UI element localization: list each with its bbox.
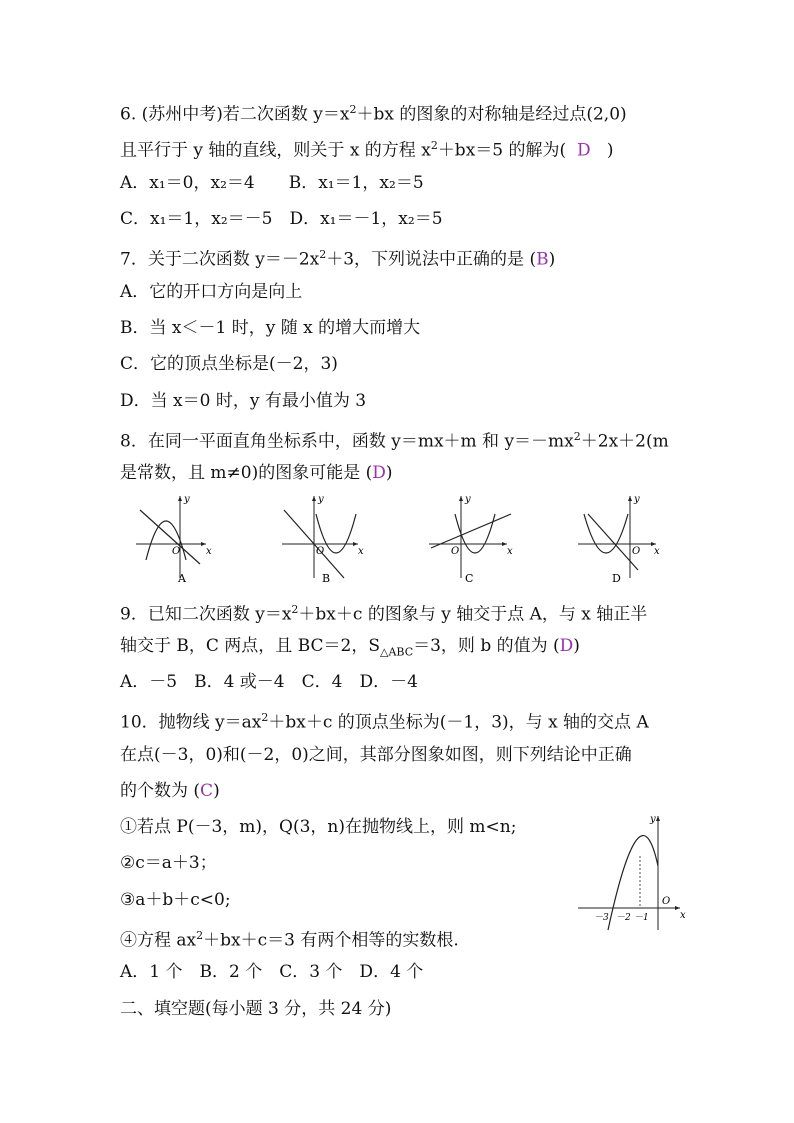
q9-stem-line1: 9．已知二次函数 $y=x^2+bx+c$ 的图象与 y 轴交于点 A，与 x 轴正半 — [120, 603, 648, 625]
q9-stem-line2: 轴交于 B，C 两点，且 BC＝2，$S_{\triangle ABC}=3$，则 b 的值为 (D) — [120, 636, 580, 659]
q7-option-a: A．它的开口方向是向上 — [120, 282, 303, 302]
q10-statement-1: ①若点 P(－3，m)，Q(3，n)在抛物线上，则 m<n; — [120, 817, 517, 837]
origin-label: O — [172, 546, 181, 557]
q7-option-c: C．它的顶点坐标是(－2，3) — [120, 354, 338, 374]
origin-label: O — [662, 896, 671, 907]
q8-answer: D — [372, 463, 386, 483]
q10-stem-line1: 10．抛物线 $y=ax^2+bx+c$ 的顶点坐标为(－1，3)，与 x 轴的交点 A — [120, 711, 649, 733]
origin-label: O — [632, 546, 641, 557]
axis-x-label: x — [507, 546, 513, 557]
q7-stem: 7．关于二次函数 $y=-2x^2+3$，下列说法中正确的是 (B) — [120, 248, 556, 270]
q6-stem-line2: 且平行于 y 轴的直线，则关于 x 的方程 $x^2+bx=5$ 的解为( D ) — [120, 139, 614, 161]
axis-y-label: y — [465, 494, 471, 505]
q8-stem-line1: 8．在同一平面直角坐标系中，函数 y＝mx＋m 和 $y=-mx^2+2x+2(m$ — [120, 430, 669, 452]
q6-options-cd: C．x₁＝1，x₂＝－5 D．x₁＝－1，x₂＝5 — [120, 209, 443, 229]
q9-options: A．－5 B．4 或－4 C．4 D．－4 — [120, 672, 418, 692]
axis-y-label: y — [634, 494, 640, 505]
q8-graph-b — [278, 492, 373, 587]
origin-label: O — [316, 546, 325, 557]
graph-caption-c: C — [465, 572, 474, 585]
section-fill-in-heading: 二、填空题(每小题 3 分，共 24 分) — [120, 999, 392, 1019]
q6-answer: D — [576, 140, 591, 161]
q8-stem-line2: 是常数，且 m≠0)的图象可能是 (D) — [120, 463, 393, 483]
axis-y-label: y — [184, 494, 190, 505]
tick-label-neg3: －3 — [594, 913, 609, 923]
axis-y-label: y — [650, 814, 656, 825]
q6-stem-line1: 6. (苏州中考)若二次函数 $y=x^2+bx$ 的图象的对称轴是经过点(2,0) — [120, 103, 627, 125]
origin-label: O — [451, 546, 460, 557]
tick-label-neg2: －2 — [616, 913, 631, 923]
q6-options-ab: A．x₁＝0，x₂＝4 B．x₁＝1，x₂＝5 — [120, 173, 424, 193]
q7-answer: B — [536, 249, 549, 270]
q7-option-d: D．当 x＝0 时，y 有最小值为 3 — [120, 391, 367, 411]
q7-option-b: B．当 x＜－1 时，y 随 x 的增大而增大 — [120, 318, 421, 338]
q8-graph-c — [425, 492, 520, 587]
q10-options: A．1 个 B．2 个 C．3 个 D．4 个 — [120, 962, 424, 982]
axis-x-label: x — [680, 910, 686, 921]
q9-answer: D — [559, 636, 574, 656]
q10-statement-4: ④方程 $ax^2+bx+c=3$ 有两个相等的实数根. — [120, 929, 459, 951]
graph-caption-b: B — [322, 572, 331, 585]
q10-statement-2: ②c＝a＋3； — [120, 853, 217, 873]
axis-x-label: x — [358, 546, 364, 557]
q10-statement-3: ③a＋b＋c<0; — [120, 890, 231, 910]
axis-x-label: x — [654, 546, 660, 557]
tick-label-neg1: －1 — [634, 913, 649, 923]
graph-caption-a: A — [178, 572, 186, 585]
q10-parabola-graph — [574, 812, 689, 934]
q10-stem-line3: 的个数为 (C) — [120, 781, 220, 801]
axis-x-label: x — [206, 546, 212, 557]
q10-answer: C — [200, 781, 214, 801]
axis-y-label: y — [318, 494, 324, 505]
graph-caption-d: D — [612, 572, 621, 585]
q10-stem-line2: 在点(－3，0)和(－2，0)之间，其部分图象如图，则下列结论中正确 — [120, 745, 632, 765]
q8-graph-a — [132, 492, 222, 587]
q8-graph-d — [574, 492, 664, 587]
